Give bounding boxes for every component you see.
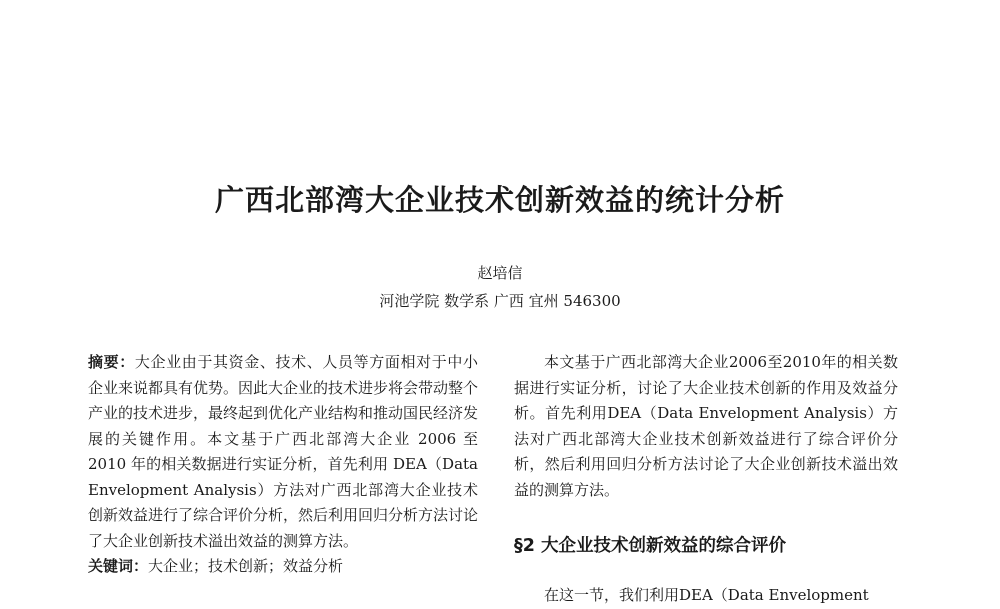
keywords-text: 大企业；技术创新；效益分析 [148, 557, 344, 575]
section-heading: §2 大企业技术创新效益的综合评价 [514, 536, 787, 556]
keywords-label: 关键词： [88, 557, 149, 575]
author-name: 赵培信 [477, 264, 523, 282]
right-column [514, 350, 898, 503]
paper-title: 广西北部湾大企业技术创新效益的统计分析 [214, 183, 785, 217]
abstract-label: 摘要： [88, 353, 135, 371]
abstract [88, 350, 478, 554]
section-first-line: 在这一节，我们利用DEA（Data Envelopment [544, 586, 869, 604]
left-column [88, 350, 478, 580]
keywords [88, 554, 478, 580]
author-affiliation: 河池学院 数学系 广西 宜州 546300 [379, 292, 621, 310]
intro-paragraph: 本文基于广西北部湾大企业2006至2010年的相关数据进行实证分析，讨论了大企业技术创新的作用及效益分析。首先利用DEA（Data Envelopment Analysis）方法对广西北部湾大企业技术创新效益进行了综合评价分析，然后利用回归分析方法讨论了大企业创新技术溢出效益的测算方法。 [514, 353, 898, 499]
abstract-text: 大企业由于其资金、技术、人员等方面相对于中小企业来说都具有优势。因此大企业的技术进步将会带动整个产业的技术进步，最终起到优化产业结构和推动国民经济发展的关键作用。本文基于广西北部湾大企业 2006 至 2010 年的相关数据进行实证分析，首先利用 DEA（Data Envelopment Analysis）方法对广西北部湾大企业技术创新效益进行了综合评价分析，然后利用回归分析方法讨论了大企业创新技术溢出效益的测算方法。 [88, 353, 479, 550]
